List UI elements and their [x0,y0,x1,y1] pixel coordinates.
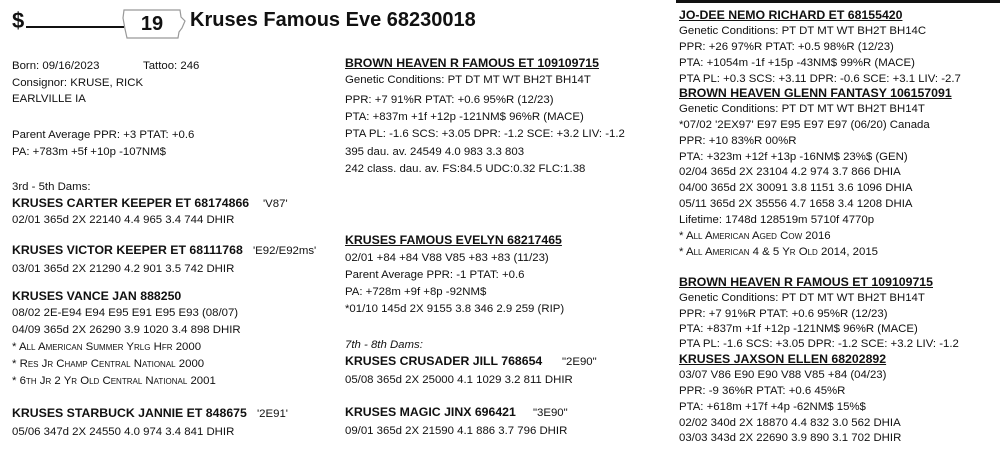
born-date: Born: 09/16/2023 [12,60,100,72]
dam8-score: "3E90" [533,407,568,419]
tattoo: Tattoo: 246 [143,60,200,72]
dam5-award-2: * Res Jr Champ Central National 2000 [12,358,205,370]
dam8-record: 09/01 365d 2X 21590 4.1 886 3.7 796 DHIR [345,425,568,437]
price-blank-line [26,8,124,28]
sire-dam-ppr: PPR: +10 83%R 00%R [679,135,797,147]
sire-dam-score: *07/02 '2EX97' E97 E95 E97 E97 (06/20) Canada [679,119,930,131]
lot-number-badge [121,7,187,40]
dam-score: 02/01 +84 +84 V88 V85 +83 +83 (11/23) [345,252,549,264]
dam6-score: '2E91' [257,408,288,420]
dam4-record: 03/01 365d 2X 21290 4.2 901 3.5 742 DHIR [12,263,235,275]
dam5-record: 04/09 365d 2X 26290 3.9 1020 3.4 898 DHIR [12,324,241,336]
sire-dam-record-3: 05/11 365d 2X 35556 4.7 1658 3.4 1208 DHIA [679,198,913,210]
dam-dam-record-2: 03/03 343d 2X 22690 3.9 890 3.1 702 DHIR [679,432,902,444]
sire-sire-ppr: PPR: +26 97%R PTAT: +0.5 98%R (12/23) [679,41,894,53]
dam5-award-1: * All American Summer Yrlg Hfr 2000 [12,341,202,353]
dam5-award-3: * 6th Jr 2 Yr Old Central National 2001 [12,375,216,387]
dam-name: KRUSES FAMOUS EVELYN 68217465 [345,233,562,247]
dam7-name: KRUSES CRUSADER JILL 768654 [345,354,543,368]
sire-pta-pl: PTA PL: -1.6 SCS: +3.05 DPR: -1.2 SCE: +3.2 LIV: -1.2 [345,128,625,140]
sire-dam-record-1: 02/04 365d 2X 23104 4.2 974 3.7 866 DHIA [679,166,901,178]
dam5-name: KRUSES VANCE JAN 888250 [12,289,182,303]
dam5-score: 08/02 2E-E94 E94 E95 E91 E95 E93 (08/07) [12,307,239,319]
sire-dam-name: BROWN HEAVEN GLENN FANTASY 106157091 [679,86,952,100]
dam-record: *01/10 145d 2X 9155 3.8 346 2.9 259 (RIP) [345,303,565,315]
sire-classified-daughters: 242 class. dau. av. FS:84.5 UDC:0.32 FLC:1.38 [345,163,586,175]
dam3-score: 'V87' [263,198,288,210]
dam-dam-score: 03/07 V86 E90 E90 V88 V85 +84 (04/23) [679,369,887,381]
sire-daughters-avg: 395 dau. av. 24549 4.0 983 3.3 803 [345,146,525,158]
price-field [12,8,124,34]
dam4-name: KRUSES VICTOR KEEPER ET 68111768 [12,243,243,257]
parent-average-pta: PA: +783m +5f +10p -107NM$ [12,146,166,158]
sire-sire-pta: PTA: +1054m -1f +15p -43NM$ 99%R (MACE) [679,57,915,69]
sire-dam-lifetime: Lifetime: 1748d 128519m 5710f 4770p [679,214,875,226]
dam8-name: KRUSES MAGIC JINX 696421 [345,405,516,419]
dam-sire-pta: PTA: +837m +1f +12p -121NM$ 96%R (MACE) [679,323,918,335]
dam7-score: "2E90" [562,356,597,368]
dam-dam-name: KRUSES JAXSON ELLEN 68202892 [679,352,887,366]
sire-dam-genetic-conditions: Genetic Conditions: PT DT MT WT BH2T BH14T [679,103,925,115]
sire-pta: PTA: +837m +1f +12p -121NM$ 96%R (MACE) [345,111,584,123]
dam7-record: 05/08 365d 2X 25000 4.1 1029 3.2 811 DHIR [345,374,573,386]
dam-sire-ppr: PPR: +7 91%R PTAT: +0.6 95%R (12/23) [679,308,888,320]
dam-dam-pta: PTA: +618m +17f +4p -62NM$ 15%$ [679,401,866,413]
dam-sire-name: BROWN HEAVEN R FAMOUS ET 109109715 [679,275,933,289]
dams-7-8-label: 7th - 8th Dams: [345,339,423,351]
dam-sire-genetic-conditions: Genetic Conditions: PT DT MT WT BH2T BH14T [679,292,925,304]
price-symbol: $ [12,8,25,33]
dam6-name: KRUSES STARBUCK JANNIE ET 848675 [12,406,247,420]
sire-name: BROWN HEAVEN R FAMOUS ET 109109715 [345,56,599,70]
sire-dam-award-2: * All American 4 & 5 Yr Old 2014, 2015 [679,246,879,258]
consignor: Consignor: KRUSE, RICK [12,77,144,89]
sire-sire-name: JO-DEE NEMO RICHARD ET 68155420 [679,8,903,22]
dam4-score: 'E92/E92ms' [253,245,317,257]
dam-dam-record-1: 02/02 340d 2X 18870 4.4 832 3.0 562 DHIA [679,417,901,429]
animal-title: Kruses Famous Eve 68230018 [190,9,476,31]
sire-dam-pta: PTA: +323m +12f +13p -16NM$ 23%$ (GEN) [679,151,908,163]
lot-number: 19 [140,13,164,35]
dam6-record: 05/06 347d 2X 24550 4.0 974 3.4 841 DHIR [12,426,235,438]
sire-genetic-conditions: Genetic Conditions: PT DT MT WT BH2T BH14T [345,74,591,86]
dam-parent-average-ppr: Parent Average PPR: -1 PTAT: +0.6 [345,269,525,281]
sire-sire-pta-pl: PTA PL: +0.3 SCS: +3.11 DPR: -0.6 SCE: +3.1 LIV: -2.7 [679,73,961,85]
dam-sire-pta-pl: PTA PL: -1.6 SCS: +3.05 DPR: -1.2 SCE: +3.2 LIV: -1.2 [679,338,959,350]
sire-dam-award-1: * All American Aged Cow 2016 [679,230,831,242]
location: EARLVILLE IA [12,93,86,105]
top-rule [676,0,1000,3]
dam-dam-ppr: PPR: -9 36%R PTAT: +0.6 45%R [679,385,846,397]
dam-parent-average-pta: PA: +728m +9f +8p -92NM$ [345,286,487,298]
dam3-name: KRUSES CARTER KEEPER ET 68174866 [12,196,250,210]
sire-dam-record-2: 04/00 365d 2X 30091 3.8 1151 3.6 1096 DHIA [679,182,913,194]
dams-3-5-label: 3rd - 5th Dams: [12,181,91,193]
sire-ppr: PPR: +7 91%R PTAT: +0.6 95%R (12/23) [345,94,554,106]
sire-sire-genetic-conditions: Genetic Conditions: PT DT MT WT BH2T BH14C [679,25,927,37]
parent-average-ppr: Parent Average PPR: +3 PTAT: +0.6 [12,129,195,141]
dam3-record: 02/01 365d 2X 22140 4.4 965 3.4 744 DHIR [12,214,235,226]
